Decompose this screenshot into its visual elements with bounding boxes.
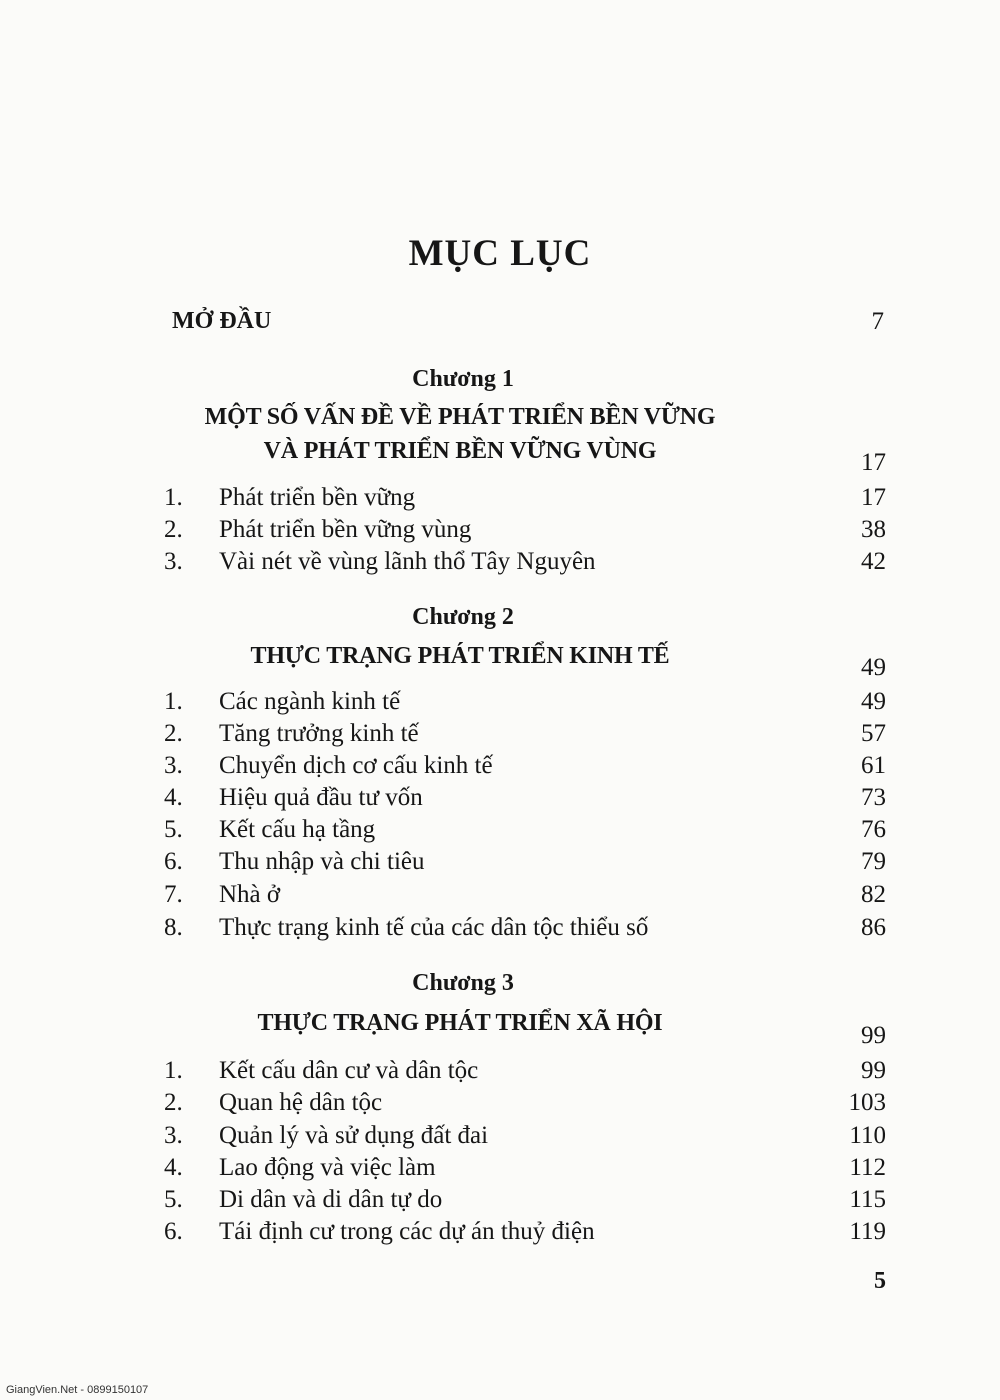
- toc-row: [0, 484, 1000, 514]
- toc-row: [0, 516, 1000, 546]
- toc-row-label: Hiệu quả đầu tư vốn: [219, 784, 423, 811]
- toc-row-label: Kết cấu dân cư và dân tộc: [219, 1057, 479, 1084]
- toc-row-number: 7.: [164, 881, 183, 908]
- toc-row: [0, 816, 1000, 846]
- toc-row-label: Vài nét về vùng lãnh thổ Tây Nguyên: [219, 548, 596, 575]
- toc-row-page: 99: [861, 1057, 886, 1084]
- toc-row-label: Các ngành kinh tế: [219, 688, 401, 715]
- toc-row-label: Lao động và việc làm: [219, 1154, 436, 1181]
- toc-row-number: 3.: [164, 1122, 183, 1149]
- toc-row: [0, 914, 1000, 944]
- toc-row-label: Quan hệ dân tộc: [219, 1089, 383, 1116]
- chapter-3-label: Chương 3: [412, 970, 514, 996]
- toc-row-page: 49: [861, 688, 886, 715]
- toc-row-page: 76: [861, 816, 886, 843]
- chapter-1-title-line-2: VÀ PHÁT TRIỂN BỀN VỮNG VÙNG: [263, 438, 657, 464]
- chapter-2-label: Chương 2: [412, 604, 514, 630]
- toc-row-label: Tái định cư trong các dự án thuỷ điện: [219, 1218, 595, 1245]
- toc-row: [0, 720, 1000, 750]
- chapter-2-title: THỰC TRẠNG PHÁT TRIỂN KINH TẾ: [250, 643, 670, 669]
- toc-row: [0, 1186, 1000, 1216]
- toc-row: [0, 1057, 1000, 1087]
- toc-row-label: Phát triển bền vững: [219, 484, 416, 511]
- toc-row: [0, 752, 1000, 782]
- toc-row-number: 8.: [164, 914, 183, 941]
- toc-row-number: 5.: [164, 816, 183, 843]
- toc-row: [0, 784, 1000, 814]
- toc-row-page: 17: [861, 484, 886, 511]
- toc-row-page: 61: [861, 752, 886, 779]
- toc-row: [0, 881, 1000, 911]
- toc-row-number: 1.: [164, 484, 183, 511]
- toc-row-page: 73: [861, 784, 886, 811]
- toc-row-label: Thu nhập và chi tiêu: [219, 848, 425, 875]
- chapter-3-title: THỰC TRẠNG PHÁT TRIỂN XÃ HỘI: [257, 1010, 663, 1036]
- chapter-1-page: 17: [861, 449, 886, 476]
- toc-row-number: 3.: [164, 548, 183, 575]
- toc-row-label: Thực trạng kinh tế của các dân tộc thiểu số: [219, 914, 649, 941]
- toc-row-number: 3.: [164, 752, 183, 779]
- toc-row-page: 79: [861, 848, 886, 875]
- page-number: 5: [874, 1268, 886, 1294]
- toc-row-label: Tăng trưởng kinh tế: [219, 720, 419, 747]
- chapter-3-page: 99: [861, 1022, 886, 1049]
- toc-row-label: Kết cấu hạ tầng: [219, 816, 376, 843]
- toc-row-page: 38: [861, 516, 886, 543]
- toc-row-number: 4.: [164, 784, 183, 811]
- toc-row-number: 6.: [164, 1218, 183, 1245]
- toc-row-page: 57: [861, 720, 886, 747]
- toc-row-label: Chuyển dịch cơ cấu kinh tế: [219, 752, 493, 779]
- toc-row: [0, 548, 1000, 578]
- watermark: GiangVien.Net - 0899150107: [6, 1384, 149, 1396]
- toc-row: [0, 688, 1000, 718]
- toc-row-label: Phát triển bền vững vùng: [219, 516, 472, 543]
- chapter-1-label: Chương 1: [412, 366, 514, 392]
- toc-row: [0, 1218, 1000, 1248]
- toc-row-label: Nhà ở: [219, 881, 281, 908]
- toc-row-page: 42: [861, 548, 886, 575]
- toc-row-label: Quản lý và sử dụng đất đai: [219, 1122, 489, 1149]
- toc-row-number: 2.: [164, 516, 183, 543]
- toc-row-page: 103: [848, 1089, 886, 1116]
- toc-title: MỤC LỤC: [408, 233, 592, 274]
- intro-label: MỞ ĐẦU: [172, 308, 272, 334]
- toc-row-number: 1.: [164, 1057, 183, 1084]
- toc-row-page: 119: [849, 1218, 886, 1245]
- toc-row-page: 112: [849, 1154, 886, 1181]
- toc-row-page: 115: [849, 1186, 886, 1213]
- toc-row-number: 2.: [164, 720, 183, 747]
- intro-page: 7: [871, 308, 884, 335]
- toc-row-page: 110: [849, 1122, 886, 1149]
- toc-row-number: 4.: [164, 1154, 183, 1181]
- toc-row-page: 86: [861, 914, 886, 941]
- toc-row-number: 2.: [164, 1089, 183, 1116]
- toc-row: [0, 1122, 1000, 1152]
- chapter-2-page: 49: [861, 654, 886, 681]
- toc-row-number: 1.: [164, 688, 183, 715]
- toc-row: [0, 1089, 1000, 1119]
- toc-row-page: 82: [861, 881, 886, 908]
- toc-row: [0, 1154, 1000, 1184]
- toc-row: [0, 848, 1000, 878]
- chapter-1-title-line-1: MỘT SỐ VẤN ĐỀ VỀ PHÁT TRIỂN BỀN VỮNG: [204, 404, 716, 430]
- toc-row-number: 6.: [164, 848, 183, 875]
- toc-row-label: Di dân và di dân tự do: [219, 1186, 443, 1213]
- toc-row-number: 5.: [164, 1186, 183, 1213]
